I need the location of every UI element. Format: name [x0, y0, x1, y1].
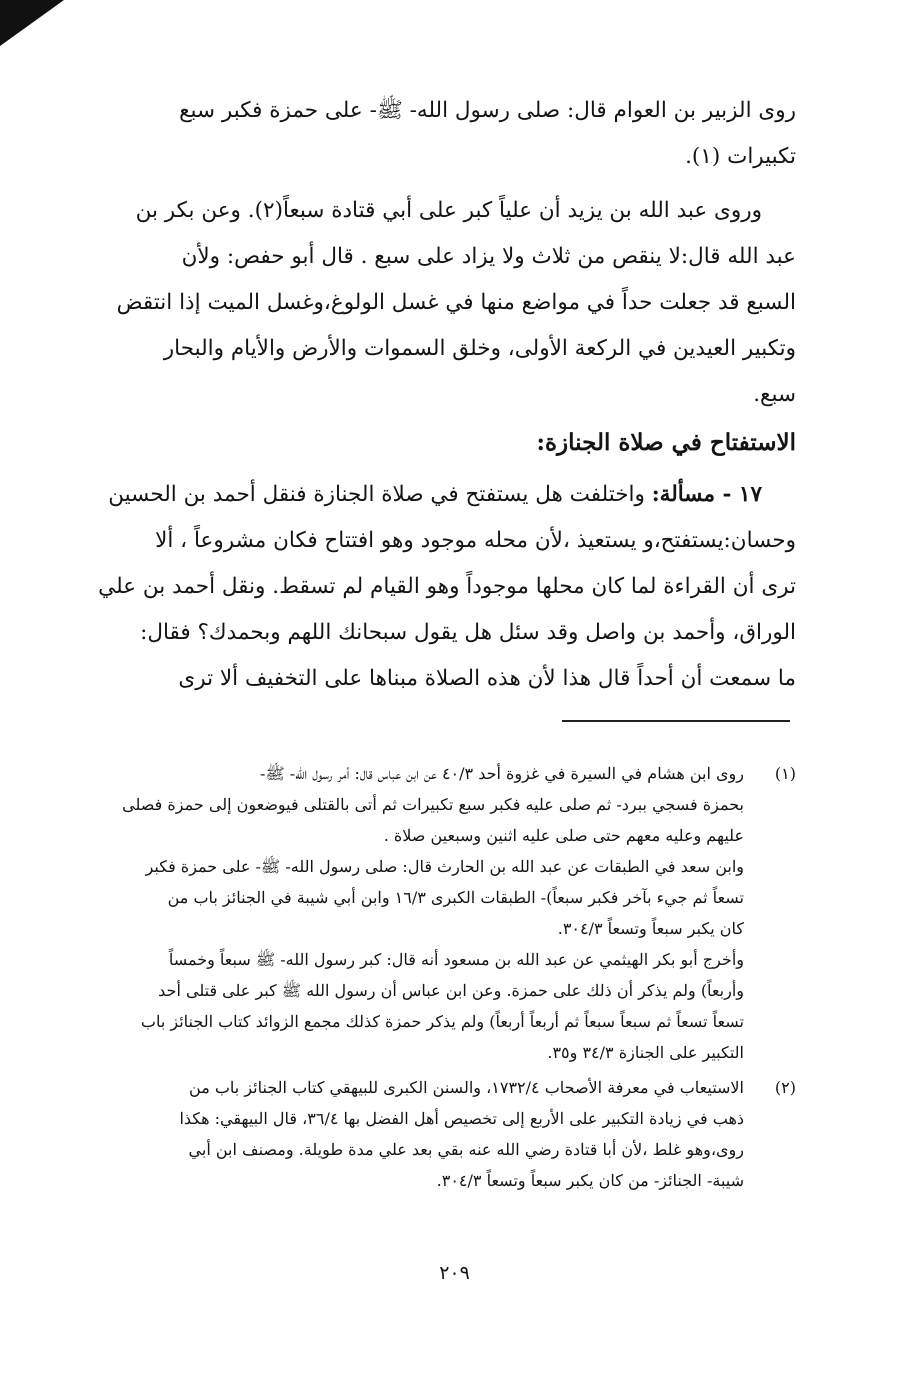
page-number: ٢٠٩ — [439, 1262, 470, 1284]
text-line: روى الزبير بن العوام قال: صلى رسول الله- ﷺ- على حمزة فكبر سبع — [179, 98, 796, 123]
text-line: تكبيرات (١). — [685, 144, 796, 169]
text-line: سبع. — [753, 382, 796, 407]
footnote-1 — [98, 758, 796, 1068]
footnote-line: الاستيعاب في معرفة الأصحاب ١٧٣٢/٤، والسنن الكبرى للبيهقي كتاب الجنائز باب من — [189, 1078, 744, 1097]
footnote-line: عليهم وعليه معهم حتى صلى عليه اثنين وسبعين صلاة . — [383, 826, 744, 845]
text-line: وروى عبد الله بن يزيد أن علياً كبر على أبي قتادة سبعاً(٢). وعن بكر بن — [135, 198, 762, 223]
text-line: وحسان:يستفتح،و يستعيذ ،لأن محله موجود وهو افتتاح فكان مشروعاً ، ألا — [155, 528, 796, 553]
text-line — [98, 472, 796, 518]
text-line: ما سمعت أن أحداً قال هذا لأن هذه الصلاة مبناها على التخفيف ألا ترى — [178, 666, 796, 691]
footnote-line: كان يكبر سبعاً وتسعاً ٣٠٤/٣. — [557, 919, 744, 938]
text-line: السبع قد جعلت حداً في مواضع منها في غسل الولوغ،وغسل الميت إذا انتقض — [116, 290, 796, 315]
scan-corner-mark — [0, 0, 64, 46]
footnote-2 — [98, 1072, 796, 1196]
footnote-line: تسعاً تسعاً ثم سبعاً سبعاً ثم أربعاً أربعاً) ولم يذكر حمزة كذلك مجمع الزوائد كتاب الجنائز باب — [140, 1012, 744, 1031]
paragraph-1 — [98, 88, 796, 180]
paragraph-2 — [98, 188, 796, 418]
footnote-line: تسعاً ثم جيء بآخر فكبر سبعاً)- الطبقات الكبرى ١٦/٣ وابن أبي شيبة في الجنائز باب من — [167, 888, 744, 907]
footnote-number: (٢) — [774, 1078, 796, 1097]
footnote-line: روى،وهو غلط ،لأن أبا قتادة رضي الله عنه بقي بعد علي مدة طويلة. ومصنف ابن أبي — [188, 1140, 744, 1159]
footnote-line: وابن سعد في الطبقات عن عبد الله بن الحارث قال: صلى رسول الله- ﷺ- على حمزة فكبر — [145, 857, 744, 876]
paragraph-3 — [98, 472, 796, 702]
footnote-line: وأربعاً) ولم يذكر أن ذلك على حمزة. وعن ابن عباس أن رسول الله ﷺ كبر على قتلى أحد — [158, 981, 744, 1000]
text-line: عبد الله قال:لا ينقص من ثلاث ولا يزاد على سبع . قال أبو حفص: ولأن — [181, 244, 796, 269]
footnote-line: بحمزة فسجي ببرد- ثم صلى عليه فكبر سبع تكبيرات ثم أتى بالقتلى فيوضعون إلى حمزة فصلى — [122, 795, 744, 814]
footnote-number: (١) — [774, 764, 796, 783]
footnote-separator — [562, 720, 790, 722]
main-text — [98, 88, 796, 702]
footnote-line: وأخرج أبو بكر الهيثمي عن عبد الله بن مسعود أنه قال: كبر رسول الله- ﷺ سبعاً وخمساً — [168, 950, 744, 969]
text-line: ترى أن القراءة لما كان محلها موجوداً وهو القيام لم تسقط. ونقل أحمد بن علي — [98, 574, 796, 599]
text-line: الوراق، وأحمد بن واصل وقد سئل هل يقول سبحانك اللهم وبحمدك؟ فقال: — [140, 620, 796, 645]
footnotes — [98, 758, 796, 1200]
footnote-line: ذهب في زيادة التكبير على الأربع إلى تخصيص أهل الفضل بها ٣٦/٤، قال البيهقي: هكذا — [179, 1109, 744, 1128]
text-line-content: واختلفت هل يستفتح في صلاة الجنازة فنقل أحمد بن الحسين — [108, 482, 645, 507]
footnote-line: روى ابن هشام في السيرة في غزوة أحد ٤٠/٣ عن ابن عباس قال: أمر رسول الله- ﷺ- — [259, 764, 744, 783]
text-line: وتكبير العيدين في الركعة الأولى، وخلق السموات والأرض والأيام والبحار — [163, 336, 796, 361]
footnote-line: التكبير على الجنازة ٣٤/٣ و٣٥. — [547, 1043, 744, 1062]
issue-number-label: ١٧ - مسألة: — [651, 482, 762, 507]
footnote-line: شيبة- الجنائز- من كان يكبر سبعاً وتسعاً ٣٠٤/٣. — [436, 1171, 744, 1190]
section-heading: الاستفتاح في صلاة الجنازة: — [536, 429, 796, 456]
